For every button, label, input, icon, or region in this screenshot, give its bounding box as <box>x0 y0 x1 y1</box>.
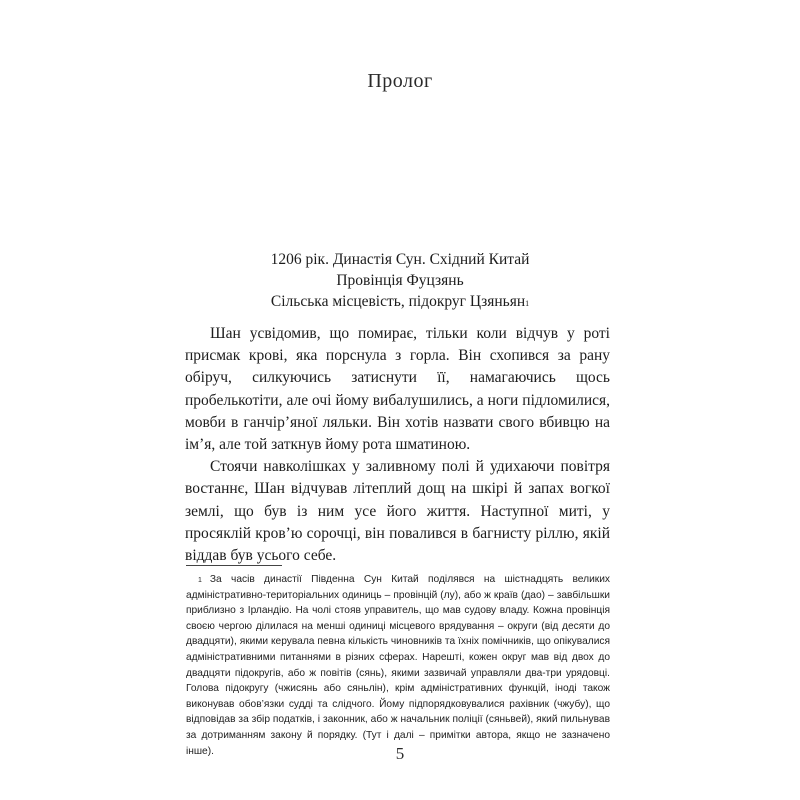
footnote-mark: 1 <box>198 577 202 584</box>
footnote-paragraph <box>186 572 610 759</box>
footnote <box>186 572 610 759</box>
body-paragraph: Стоячи навколішках у заливному полі й удихаючи повітря востаннє, Шан відчував літеплий дощ на шкірі й запах вогкої землі, що був із ним усе його життя. Наступної миті, у просяклій кров’ю сорочці, він повалився в багнисту ріллю, якій віддав був усього себе. <box>185 458 610 565</box>
page-number: 5 <box>395 744 405 763</box>
footnote-reference: 1 <box>525 299 530 308</box>
heading-line-location <box>200 291 600 312</box>
heading-line-date: 1206 рік. Династія Сун. Східний Китай <box>270 251 530 268</box>
chapter-title: Пролог <box>367 70 433 92</box>
chapter-heading-block <box>200 249 600 312</box>
footnote-separator <box>186 565 282 566</box>
heading-line-province: Провінція Фуцзянь <box>336 272 464 289</box>
heading-location-text: Сільська місцевість, підокруг Цзяньян <box>270 293 526 310</box>
body-paragraph: Шан усвідомив, що помирає, тільки коли відчув у роті присмак крові, яка порснула з горла. Він схопився за рану обіруч, силкуючись затиснути її, намагаючись щось пробелькотіти, але очі йому вибалушились, а ноги підломилися, мовби в ганчір’яної ляльки. Він хотів назвати свого вбивцю на ім’я, але той заткнув йому рота шматиною. <box>185 325 610 454</box>
footnote-text: За часів династії Південна Сун Китай поділявся на шістнадцять великих адміністративно-територіальних одиниць – провінцій (лу), або ж країв (дао) – завбільшки приблизно з Ірландію. На чолі стояв управитель, що мав судову владу. Кожна провінція своєю чергою ділилася на менші одиниці місцевого врядування – округи (від десяти до двадцяти), якими керувала певна кількість чиновників та їхніх помічників, що опікувалися адміністративними питаннями в різних сферах. Нарешті, кожен округ мав від двох до двадцяти підокругів, або ж повітів (сянь), якими зазвичай управляли два-три урядовці. Голова підокругу (чжисянь або сяньлін), крім адміністративних функцій, іноді також виконував обов’язки судді та слідчого. Йому підпорядковувалися рахівник (чжубу), що відповідав за збір податків, і законник, або ж начальник поліції (сяньвей), який пильнував за дотриманням закону й порядку. (Тут і далі – примітки автора, якщо не зазначено інше). <box>186 574 610 757</box>
body-text <box>185 323 610 567</box>
